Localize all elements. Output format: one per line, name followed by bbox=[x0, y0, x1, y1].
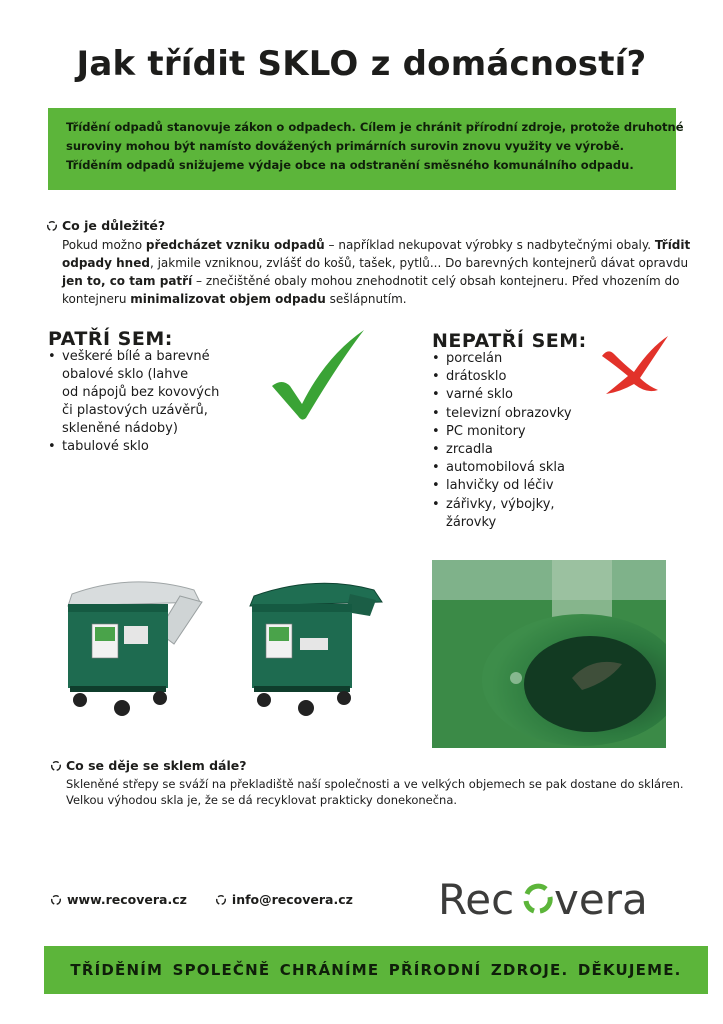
belongs-title: PATŘÍ SEM: bbox=[48, 328, 173, 350]
list-item: • zářivky, výbojky, žárovky bbox=[432, 496, 602, 532]
after-text bbox=[66, 776, 686, 808]
after-line-2: Velkou výhodou skla je, že se dá recyklovat prakticky donekonečna. bbox=[66, 793, 458, 807]
list-item: • zrcadla bbox=[432, 441, 602, 459]
checkmark-icon bbox=[268, 326, 368, 421]
important-heading bbox=[46, 218, 165, 233]
email-text: info@recovera.cz bbox=[231, 892, 353, 907]
recycle-icon bbox=[215, 894, 227, 906]
after-line-1: Skleněné střepy se sváží na překladiště naší společnosti a ve velkých objemech se pak dostane do skláren. bbox=[66, 777, 684, 791]
svg-text:Rec: Rec bbox=[438, 875, 515, 924]
important-line-1: Pokud možno předcházet vzniku odpadů – například nekupovat výrobky s nadbytečnými obaly. Třídit bbox=[62, 238, 691, 252]
svg-text:vera: vera bbox=[554, 875, 648, 924]
list-item: • televizní obrazovky bbox=[432, 405, 602, 423]
list-item: • veškeré bílé a barevné obalové sklo (lahve od nápojů bez kovových či plastových uzávěrů, skleněné nádoby) bbox=[48, 348, 278, 438]
website-text: www.recovera.cz bbox=[67, 892, 187, 907]
list-item: • PC monitory bbox=[432, 423, 602, 441]
container-green-lid-image bbox=[246, 572, 388, 718]
container-white-lid-image bbox=[62, 572, 204, 718]
glass-container-photo bbox=[432, 560, 666, 748]
after-heading bbox=[50, 758, 246, 773]
recycle-icon bbox=[46, 220, 58, 232]
intro-line-3: Tříděním odpadů snižujeme výdaje obce na odstranění směsného komunálního odpadu. bbox=[66, 158, 634, 172]
intro-line-1: Třídění odpadů stanovuje zákon o odpadech. Cílem je chránit přírodní zdroje, protože druhotné bbox=[66, 120, 684, 134]
after-heading-text: Co se děje se sklem dále? bbox=[66, 758, 247, 773]
belongs-list bbox=[48, 348, 278, 456]
intro-box bbox=[48, 108, 684, 190]
list-item: • tabulové sklo bbox=[48, 438, 278, 456]
recovera-logo bbox=[438, 872, 684, 924]
list-item: • automobilová skla bbox=[432, 459, 602, 477]
not-belongs-title: NEPATŘÍ SEM: bbox=[432, 330, 587, 352]
important-text bbox=[62, 236, 691, 308]
not-belongs-list bbox=[432, 350, 602, 532]
website-link[interactable] bbox=[50, 892, 187, 907]
page-title: Jak třídit SKLO z domácností? bbox=[76, 44, 647, 84]
recycle-icon bbox=[50, 894, 62, 906]
important-heading-text: Co je důležité? bbox=[62, 218, 166, 233]
list-item: • varné sklo bbox=[432, 386, 602, 404]
recycle-icon bbox=[50, 760, 62, 772]
important-line-3: jen to, co tam patří – znečištěné obaly mohou znehodnotit celý obsah kontejneru. Před vhozením do bbox=[62, 274, 680, 288]
intro-line-2: suroviny mohou být namísto dovážených primárních surovin znovu využity ve výrobě. bbox=[66, 139, 624, 153]
cross-icon bbox=[598, 334, 672, 396]
list-item: • porcelán bbox=[432, 350, 602, 368]
footer-banner: TŘÍDĚNÍM SPOLEČNĚ CHRÁNÍME PŘÍRODNÍ ZDROJE. DĚKUJEME. bbox=[44, 946, 708, 994]
important-line-2: odpady hned, jakmile vzniknou, zvlášť do košů, tašek, pytlů... Do barevných kontejnerů dávat opravdu bbox=[62, 256, 689, 270]
contacts bbox=[50, 892, 353, 907]
list-item: • lahvičky od léčiv bbox=[432, 477, 602, 495]
list-item: • drátosklo bbox=[432, 368, 602, 386]
important-line-4: kontejneru minimalizovat objem odpadu sešlápnutím. bbox=[62, 292, 407, 306]
email-link[interactable] bbox=[215, 892, 353, 907]
